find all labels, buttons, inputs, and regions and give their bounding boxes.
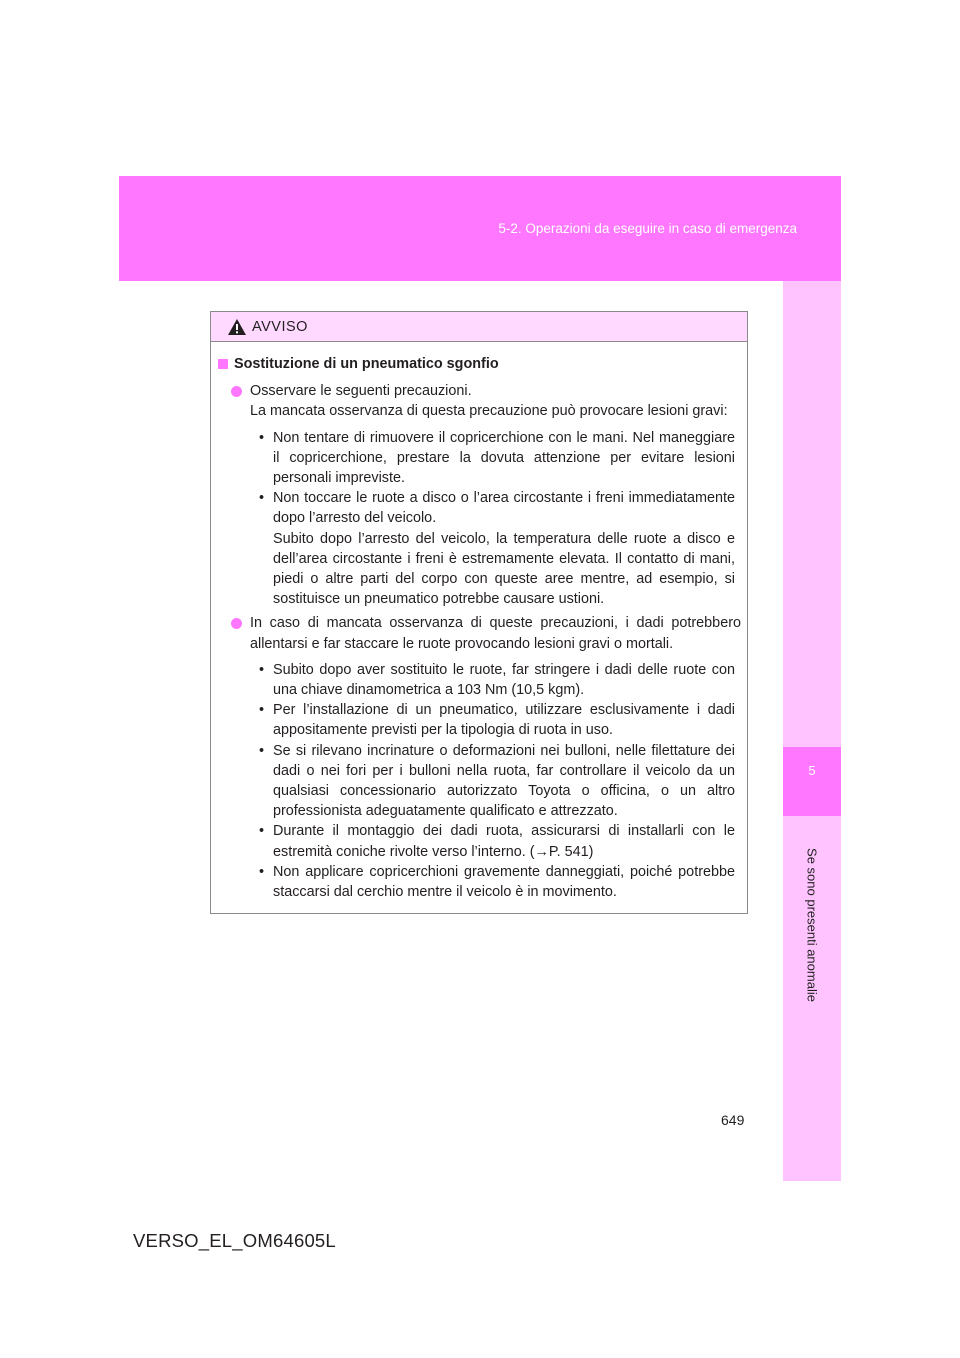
section-heading-text: Sostituzione di un pneumatico sgonfio (234, 356, 499, 372)
chapter-side-strip (783, 281, 841, 1181)
warning-title: AVVISO (252, 318, 308, 335)
list-item (218, 862, 741, 902)
list-item-text: Subito dopo aver sostituito le ruote, far stringere i dadi delle ruote con una chiave dinamometrica a 103 Nm (10,5 kgm). (273, 661, 735, 699)
chapter-tab[interactable] (783, 747, 841, 816)
section-heading (218, 354, 741, 374)
point-1 (218, 381, 741, 421)
bullet: • (259, 863, 265, 880)
list-item-text: Non tentare di rimuovere il copricerchione con le mani. Nel maneggiare il copricerchione, prestare la dovuta attenzione per evitare lesioni personali impreviste. (273, 429, 735, 487)
list-item-text: Non applicare copricerchioni gravemente danneggiati, poiché potrebbe staccarsi dal cerchio mentre il veicolo è in movimento. (273, 863, 735, 901)
bullet: • (259, 490, 265, 507)
warning-triangle-icon (227, 318, 247, 336)
warning-header (211, 312, 747, 342)
list-item-text: Subito dopo l’arresto del veicolo, la temperatura delle ruote a disco e dell’area circostante i freni è estremamente elevata. Il contatto di mani, piedi o altre parti del corpo con queste aree mentre, ad esempio, si sostituisce un pneumatico potrebbe causare ustioni. (273, 530, 735, 608)
circle-bullet-icon (231, 386, 242, 397)
document-code: VERSO_EL_OM64605L (133, 1230, 336, 1251)
point-2-line-1: In caso di mancata osservanza di queste precauzioni, i dadi potrebbero allentarsi e far staccare le ruote provocando lesioni gravi o mortali. (250, 615, 741, 652)
list-item (218, 660, 741, 700)
list-item (218, 428, 741, 489)
page-number: 649 (721, 1112, 745, 1128)
point-1-line-1: Osservare le seguenti precauzioni. (250, 383, 472, 400)
header-band (119, 176, 841, 281)
circle-bullet-icon (231, 618, 242, 629)
square-bullet-icon (218, 359, 228, 369)
warning-box (210, 311, 748, 914)
list-item (218, 700, 741, 740)
list-item-text: Durante il montaggio dei dadi ruota, assicurarsi di installarli con le estremità coniche rivolte verso l’interno. (→P. 541) (273, 823, 735, 860)
chapter-title: Se sono presenti anomalie (804, 848, 820, 1002)
list-item-text: Se si rilevano incrinature o deformazioni nei bulloni, nelle filettature dei dadi o nei fori per i bulloni nella ruota, far controllare il veicolo da un qualsiasi concessionario autorizzato Toyota o officina, o un altro professionista adeguatamente qualificato e attrezzato. (273, 742, 735, 820)
point-2 (218, 613, 741, 653)
list-item (218, 488, 741, 609)
bullet: • (259, 702, 265, 719)
list-item (218, 741, 741, 822)
bullet: • (259, 742, 265, 759)
point-1-subitems (218, 428, 741, 610)
warning-body (211, 342, 747, 902)
list-item-text: Non toccare le ruote a disco o l’area circostante i freni immediatamente dopo l’arresto del veicolo. (273, 490, 735, 527)
list-item (218, 821, 741, 861)
bullet: • (259, 823, 265, 840)
point-2-subitems (218, 660, 741, 902)
section-title: 5-2. Operazioni da eseguire in caso di emergenza (498, 221, 797, 236)
chapter-number: 5 (808, 763, 816, 778)
bullet: • (259, 661, 265, 678)
point-1-line-2: La mancata osservanza di questa precauzione può provocare lesioni gravi: (250, 403, 728, 420)
bullet: • (259, 429, 265, 446)
list-item-text: Per l’installazione di un pneumatico, utilizzare esclusivamente i dadi appositamente previsti per la tipologia di ruota in uso. (273, 702, 735, 739)
